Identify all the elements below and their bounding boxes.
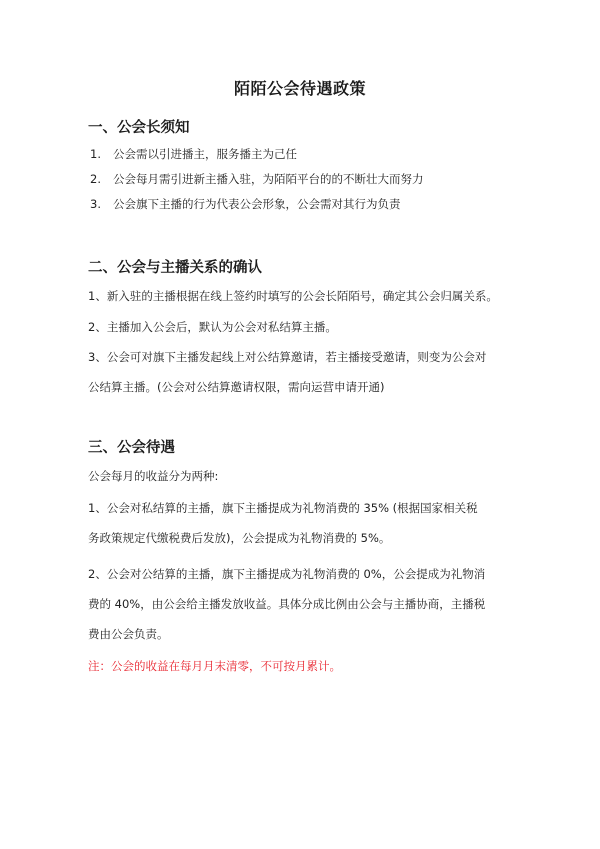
section1-heading: 一、公会长须知: [88, 120, 190, 136]
item-number: 3.: [90, 197, 101, 211]
item-number: 2.: [90, 172, 101, 186]
section2-paragraph-line: 公结算主播。(公会对公结算邀请权限，需向运营申请开通): [88, 380, 385, 394]
section2-paragraph-line: 2、主播加入公会后，默认为公会对私结算主播。: [88, 320, 337, 334]
section2-paragraph-line: 3、公会可对旗下主播发起线上对公结算邀请，若主播接受邀请，则变为公会对: [88, 350, 487, 364]
section3-paragraph-line: 费由公会负责。: [88, 627, 169, 641]
section3-paragraph-line: 务政策规定代缴税费后发放)，公会提成为礼物消费的 5%。: [88, 531, 391, 545]
section1-item: [90, 146, 297, 162]
item-text: 公会每月需引进新主播入驻，为陌陌平台的的不断壮大而努力: [113, 172, 424, 186]
item-text: 公会需以引进播主，服务播主为己任: [113, 147, 297, 161]
document-title: 陌陌公会待遇政策: [233, 79, 366, 98]
section1-item: [90, 171, 424, 187]
section3-paragraph-line: 费的 40%，由公会给主播发放收益。具体分成比例由公会与主播协商，主播税: [88, 597, 486, 611]
section3-paragraph-line: 2、公会对公结算的主播，旗下主播提成为礼物消费的 0%，公会提成为礼物消: [88, 567, 486, 581]
note-text: 注：公会的收益在每月月末清零，不可按月累计。: [88, 659, 341, 673]
section3-heading: 三、公会待遇: [88, 440, 175, 456]
section3-paragraph-line: 1、公会对私结算的主播，旗下主播提成为礼物消费的 35% (根据国家相关税: [88, 501, 478, 515]
section2-paragraph-line: 1、新入驻的主播根据在线上签约时填写的公会长陌陌号，确定其公会归属关系。: [88, 289, 498, 303]
section2-heading: 二、公会与主播关系的确认: [88, 260, 262, 276]
section3-paragraph-line: 公会每月的收益分为两种:: [88, 469, 219, 483]
item-text: 公会旗下主播的行为代表公会形象，公会需对其行为负责: [113, 197, 401, 211]
item-number: 1.: [90, 147, 101, 161]
section1-item: [90, 196, 401, 212]
